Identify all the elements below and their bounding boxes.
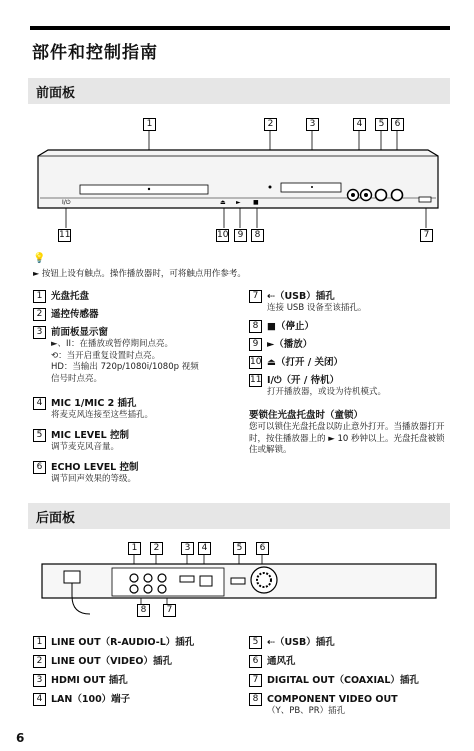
front-panel-heading: 前面板 — [36, 86, 76, 101]
svg-text:■: ■ — [253, 199, 259, 206]
svg-text:⏏: ⏏ — [220, 199, 226, 206]
rear-callout-6: 6 — [256, 542, 269, 555]
rear-item-1: 1 LINE OUT（R-AUDIO-L）插孔 — [33, 636, 194, 649]
front-item-4: 4 MIC 1/MIC 2 插孔 将麦克风连接至这些插孔。 — [33, 397, 153, 422]
front-item-5: 5 MIC LEVEL 控制 调节麦克风音量。 — [33, 429, 129, 454]
rear-item-4: 4 LAN（100）端子 — [33, 693, 130, 706]
rear-item-5: 5 ⇠（USB）插孔 — [249, 636, 335, 649]
top-rule — [30, 26, 450, 30]
front-item-9: 9 ►（播放） — [249, 338, 312, 351]
svg-text:I/⏻: I/⏻ — [62, 199, 71, 206]
rear-item-7: 7 DIGITAL OUT（COAXIAL）插孔 — [249, 674, 419, 687]
front-item-7: 7 ⇠（USB）插孔 连接 USB 设备至该插孔。 — [249, 290, 366, 315]
front-callout-2: 2 — [264, 118, 277, 131]
front-item-8: 8 ■（停止） — [249, 320, 314, 333]
rear-callout-2: 2 — [150, 542, 163, 555]
front-callout-8: 8 — [251, 229, 264, 242]
front-item-10: 10 ⏏（打开 / 关闭） — [250, 357, 344, 368]
front-panel-note: ► 按钮上设有触点。操作播放器时，可将触点用作参考。 — [33, 269, 246, 279]
rear-panel-heading-bar — [28, 503, 450, 529]
rear-callout-1: 1 — [128, 542, 141, 555]
rear-callout-8: 8 — [137, 604, 150, 617]
front-callout-11: 11 — [59, 230, 71, 240]
tip-bulb-icon: 💡 — [33, 253, 46, 264]
child-lock-title: 要锁住光盘托盘时（童锁） — [249, 410, 364, 421]
rear-item-8: 8 COMPONENT VIDEO OUT （Y、PB、PR）插孔 — [249, 693, 398, 718]
rear-callout-5: 5 — [233, 542, 246, 555]
front-item-11: 11 I/⏻（开 / 待机） 打开播放器，或设为待机模式。 — [250, 375, 387, 397]
front-callout-6: 6 — [391, 118, 404, 131]
front-item-2: 2 遥控传感器 — [33, 308, 99, 321]
rear-item-6: 6 通风孔 — [249, 655, 296, 668]
rear-callout-4: 4 — [198, 542, 211, 555]
front-item-1: 1 光盘托盘 — [33, 290, 89, 303]
front-item-3: 3 前面板显示窗 ►、II：在播放或暂停期间点亮。 ⟲：当开启重复设置时点亮。 HD：当输出 720p/1080i/1080p 视频 信号时点亮。 — [33, 326, 199, 385]
front-item-6: 6 ECHO LEVEL 控制 调节回声效果的等级。 — [33, 461, 139, 486]
front-callout-5: 5 — [375, 118, 388, 131]
front-callout-3: 3 — [306, 118, 319, 131]
front-callout-1: 1 — [143, 118, 156, 131]
page-number: 6 — [16, 731, 25, 745]
rear-callout-7: 7 — [163, 604, 176, 617]
front-callout-9: 9 — [234, 229, 247, 242]
page-title: 部件和控制指南 — [32, 43, 158, 63]
front-callout-7: 7 — [420, 229, 433, 242]
rear-panel-heading: 后面板 — [36, 511, 76, 526]
front-callout-4: 4 — [353, 118, 366, 131]
rear-item-2: 2 LINE OUT（VIDEO）插孔 — [33, 655, 172, 668]
svg-text:►: ► — [236, 199, 241, 206]
child-lock-body: 您可以锁住光盘托盘以防止意外打开。当播放器打开时，按住播放器上的 ► 10 秒钟以上。光盘托盘被锁住或解锁。 — [249, 422, 445, 455]
rear-item-3: 3 HDMI OUT 插孔 — [33, 674, 128, 687]
front-panel-heading-bar — [28, 78, 450, 104]
rear-callout-3: 3 — [181, 542, 194, 555]
child-lock-section — [249, 410, 445, 457]
front-callout-10: 10 — [217, 230, 229, 240]
